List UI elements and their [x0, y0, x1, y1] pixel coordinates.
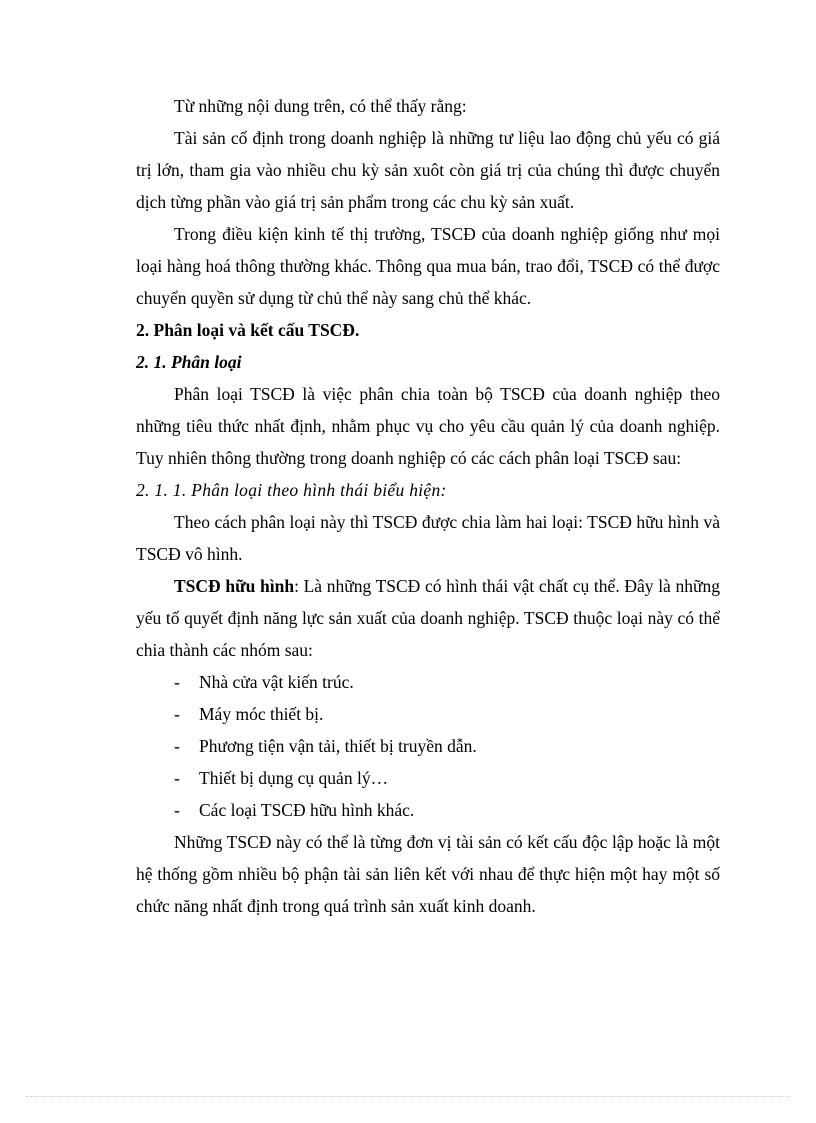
list-item	[136, 794, 720, 826]
page-bottom-rule	[26, 1096, 790, 1097]
paragraph-definition: Tài sản cố định trong doanh nghiệp là những tư liệu lao động chủ yếu có giá trị lớn, tham gia vào nhiều chu kỳ sản xuôt còn giá trị của chúng thì được chuyển dịch từng phần vào giá trị sản phẩm trong các chu kỳ sản xuất.	[136, 128, 720, 212]
bullet-dash: -	[174, 736, 180, 756]
subsubsection-heading: 2. 1. 1. Phân loại theo hình thái biểu hiện:	[136, 480, 447, 500]
section-heading: 2. Phân loại và kết cấu TSCĐ.	[136, 320, 360, 340]
paragraph-tangible	[136, 570, 720, 666]
tangible-definition: : Là những TSCĐ có hình thái vật chất cụ thể. Đây là những yếu tố quyết định năng lực sản xuất của doanh nghiệp. TSCĐ thuộc loại này có thể chia thành các nhóm sau:	[136, 576, 720, 660]
list-item-text: Thiết bị dụng cụ quản lý…	[199, 768, 389, 788]
subsection-heading: 2. 1. Phân loại	[136, 352, 242, 372]
paragraph-two-types: Theo cách phân loại này thì TSCĐ được chia làm hai loại: TSCĐ hữu hình và TSCĐ vô hình.	[136, 512, 720, 564]
paragraph-intro: Từ những nội dung trên, có thể thấy rằng:	[174, 96, 467, 116]
list-item-text: Phương tiện vận tải, thiết bị truyền dẫn.	[199, 736, 477, 756]
tangible-groups-list	[136, 666, 720, 826]
list-item	[136, 730, 720, 762]
bullet-dash: -	[174, 704, 180, 724]
list-item-text: Nhà cửa vật kiến trúc.	[199, 672, 354, 692]
paragraph-market: Trong điều kiện kinh tế thị trường, TSCĐ của doanh nghiệp giống như mọi loại hàng hoá thông thường khác. Thông qua mua bán, trao đổi, TSCĐ có thể được chuyển quyền sử dụng từ chủ thể này sang chủ thể khác.	[136, 224, 720, 308]
list-item-text: Các loại TSCĐ hữu hình khác.	[199, 800, 415, 820]
paragraph-classification: Phân loại TSCĐ là việc phân chia toàn bộ TSCĐ của doanh nghiệp theo những tiêu thức nhất định, nhằm phục vụ cho yêu cầu quản lý của doanh nghiệp. Tuy nhiên thông thường trong doanh nghiệp có các cách phân loại TSCĐ sau:	[136, 384, 720, 468]
list-item	[136, 698, 720, 730]
list-item	[136, 762, 720, 794]
list-item-text: Máy móc thiết bị.	[199, 704, 324, 724]
bullet-dash: -	[174, 800, 180, 820]
bullet-dash: -	[174, 768, 180, 788]
document-page	[136, 90, 720, 922]
bullet-dash: -	[174, 672, 180, 692]
paragraph-units: Những TSCĐ này có thể là từng đơn vị tài sản có kết cấu độc lập hoặc là một hệ thống gồm nhiều bộ phận tài sản liên kết với nhau để thực hiện một hay một số chức năng nhất định trong quá trình sản xuất kinh doanh.	[136, 832, 720, 916]
term-tangible: TSCĐ hữu hình	[174, 576, 295, 596]
list-item	[136, 666, 720, 698]
